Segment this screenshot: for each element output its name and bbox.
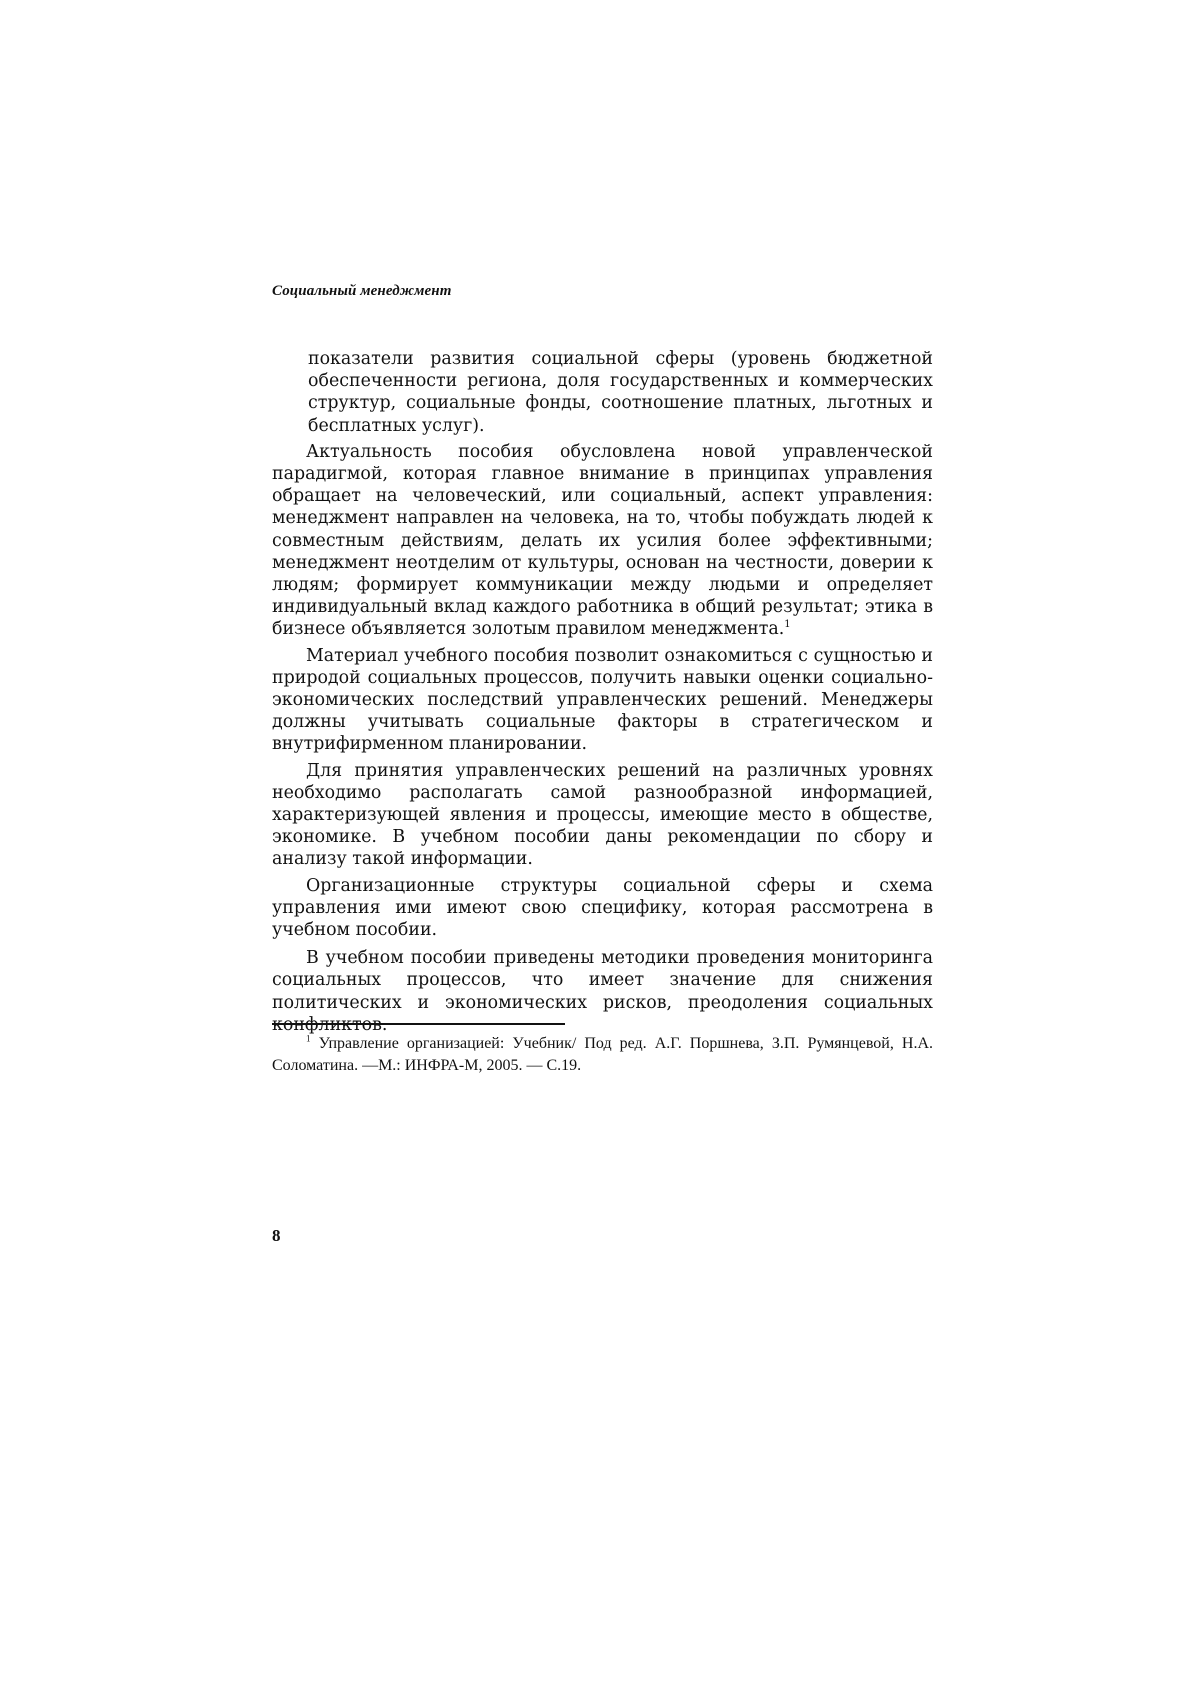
paragraph-continuation (272, 348, 933, 437)
paragraph-text: Организационные структуры социальной сферы и схема управления ими имеют свою специфику, которая рассмотрена в учебном пособии. (272, 875, 933, 941)
footnote (272, 1033, 933, 1077)
paragraph-text: В учебном пособии приведены методики проведения мониторинга социальных процессов, что имеет значение для снижения политических и экономических рисков, преодоления социальных конфликтов. (272, 948, 933, 1035)
paragraph-material (272, 645, 933, 756)
paragraph-text: Материал учебного пособия позволит ознакомиться с сущностью и природой социальных процессов, получить навыки оценки социально-экономических последствий управленческих решений. Менеджеры должны учитывать социальные факторы в стратегическом и внутрифирменном планировании. (272, 645, 933, 755)
paragraph-text: Для принятия управленческих решений на различных уровнях необходимо располагать самой разнообразной информацией, характеризующей явления и процессы, имеющие место в обществе, экономике. В учебном пособии даны рекомендации по сбору и анализу такой информации. (272, 760, 933, 870)
body-text (272, 348, 933, 1036)
footnote-mark: 1 (306, 1033, 311, 1044)
paragraph-text: Актуальность пособия обусловлена новой управленческой парадигмой, которая главное внимание в принципах управления обращает на человеческий, или социальный, аспект управления: менеджмент направлен на человека, на то, чтобы побуждать людей к совместным действиям, делать их усилия более эффективными; менеджмент неотделим от культуры, основан на честности, доверии к людям; формирует коммуникации между людьми и определяет индивидуальный вклад каждого работника в общий результат; этика в бизнесе объявляется золотым правилом менеджмента. (272, 441, 933, 640)
paragraph-text: показатели развития социальной сферы (уровень бюджетной обеспеченности региона, доля государственных и коммерческих структур, социальные фонды, соотношение платных, льготных и бесплатных услуг). (308, 349, 933, 436)
footnote-reference: 1 (784, 619, 791, 631)
running-header: Социальный менеджмент (272, 283, 452, 299)
paragraph-relevance (272, 441, 933, 641)
page-number: 8 (272, 1226, 281, 1245)
footnote-text: Управление организацией: Учебник/ Под ред. А.Г. Поршнева, З.П. Румянцевой, Н.А. Соломатина. —М.: ИНФРА-М, 2005. — С.19. (272, 1035, 934, 1074)
footnote-divider (272, 1023, 565, 1025)
paragraph-structures (272, 875, 933, 942)
paragraph-decisions (272, 760, 933, 871)
